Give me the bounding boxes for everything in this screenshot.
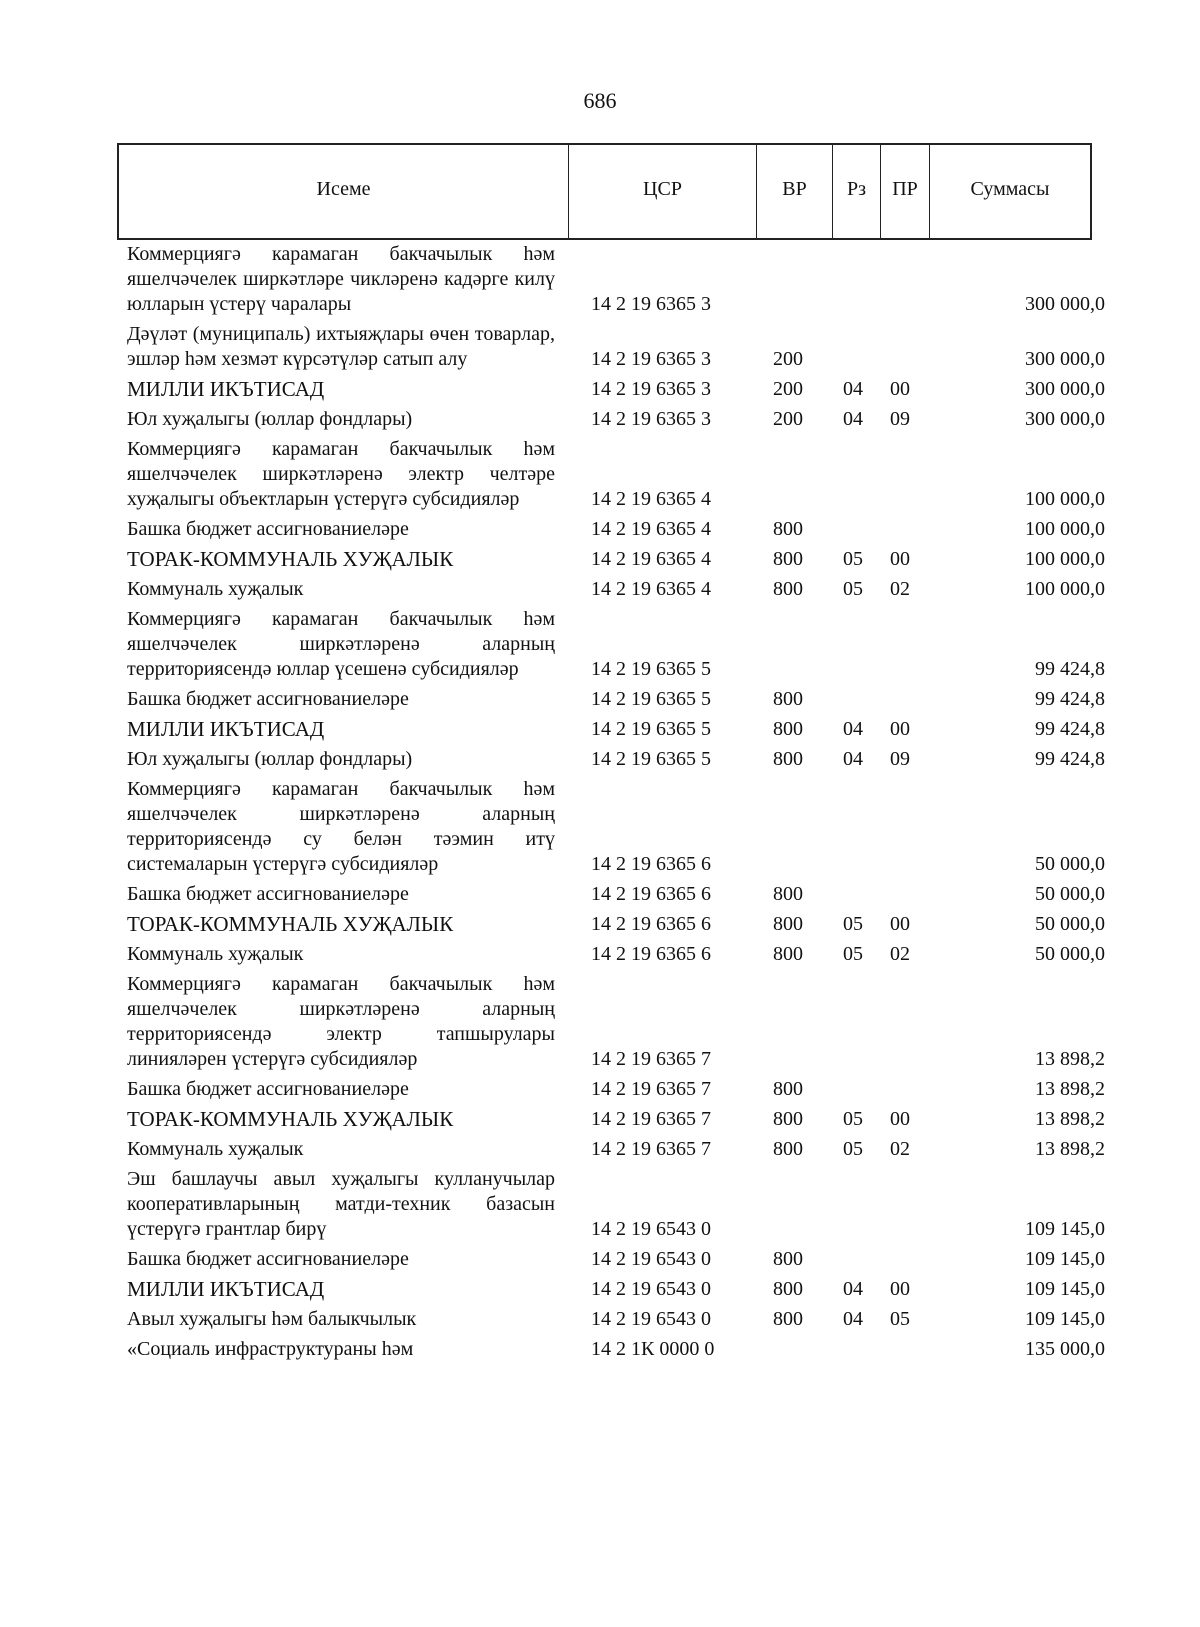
row-name: МИЛЛИ ИКЪТИСАД [127,377,325,401]
row-name: Дәүләт (муниципаль) ихтыяҗлары өчен товарлар, эшләр һәм хезмәт күрсәтүләр сатып алу [127,323,555,370]
row-sum: 13 898,2 [1035,1138,1105,1160]
row-rz: 04 [843,748,863,770]
row-csr: 14 2 19 6543 0 [591,1248,711,1270]
row-vr: 800 [773,1278,803,1300]
row-rz: 05 [843,943,863,965]
table-row [0,1167,1200,1242]
header-name: Исеме [119,145,569,238]
row-vr: 800 [773,913,803,935]
row-vr: 800 [773,548,803,570]
row-name: Башка бюджет ассигнованиеләре [127,518,409,540]
row-sum: 100 000,0 [1025,518,1105,540]
row-name: Авыл хуҗалыгы һәм балыкчылык [127,1308,417,1330]
row-csr: 14 2 19 6365 4 [591,578,711,600]
row-rz: 05 [843,913,863,935]
row-vr: 800 [773,943,803,965]
row-pr: 02 [890,943,910,965]
row-pr: 00 [890,718,910,740]
row-vr: 800 [773,883,803,905]
row-sum: 100 000,0 [1025,548,1105,570]
row-csr: 14 2 19 6365 3 [591,293,711,315]
row-csr: 14 2 19 6365 4 [591,488,711,510]
row-vr: 800 [773,1138,803,1160]
row-name: Коммуналь хуҗалык [127,578,304,600]
table-header [117,143,1092,240]
row-vr: 800 [773,518,803,540]
row-pr: 05 [890,1308,910,1330]
row-name: ТОРАК-КОММУНАЛЬ ХУҖАЛЫК [127,912,454,936]
page-number: 686 [583,88,617,113]
table-row [0,1077,1200,1102]
row-sum: 109 145,0 [1025,1218,1105,1240]
table-row [0,1277,1200,1302]
row-name: Коммерциягә карамаган бакчачылык һәм яшелчәчелек ширкәтләре чикләренә кадәрге килү юлларын үстерү чаралары [127,243,555,315]
row-sum: 50 000,0 [1035,913,1105,935]
row-name: Башка бюджет ассигнованиеләре [127,1248,409,1270]
table-row [0,972,1200,1072]
row-sum: 300 000,0 [1025,293,1105,315]
row-csr: 14 2 19 6365 7 [591,1108,711,1130]
row-sum: 109 145,0 [1025,1278,1105,1300]
row-csr: 14 2 19 6365 3 [591,348,711,370]
row-name: ТОРАК-КОММУНАЛЬ ХУҖАЛЫК [127,1107,454,1131]
row-pr: 00 [890,548,910,570]
row-name: Башка бюджет ассигнованиеләре [127,883,409,905]
row-rz: 04 [843,378,863,400]
row-csr: 14 2 19 6365 6 [591,943,711,965]
row-csr: 14 2 19 6365 5 [591,718,711,740]
row-vr: 800 [773,1248,803,1270]
row-pr: 02 [890,578,910,600]
row-rz: 05 [843,578,863,600]
row-rz: 05 [843,548,863,570]
row-csr: 14 2 19 6365 7 [591,1138,711,1160]
row-rz: 04 [843,1308,863,1330]
row-csr: 14 2 19 6365 6 [591,853,711,875]
row-sum: 99 424,8 [1035,658,1105,680]
row-sum: 50 000,0 [1035,883,1105,905]
row-sum: 109 145,0 [1025,1308,1105,1330]
row-csr: 14 2 19 6365 7 [591,1078,711,1100]
row-rz: 04 [843,718,863,740]
row-csr: 14 2 19 6365 3 [591,378,711,400]
table-row [0,912,1200,937]
table-row [0,1307,1200,1332]
row-sum: 100 000,0 [1025,488,1105,510]
row-name: ТОРАК-КОММУНАЛЬ ХУҖАЛЫК [127,547,454,571]
table-row [0,1337,1200,1362]
row-sum: 50 000,0 [1035,853,1105,875]
row-sum: 300 000,0 [1025,348,1105,370]
row-csr: 14 2 19 6543 0 [591,1308,711,1330]
row-name: Юл хуҗалыгы (юллар фондлары) [127,408,413,430]
row-pr: 00 [890,913,910,935]
row-name: Коммуналь хуҗалык [127,943,304,965]
row-name: МИЛЛИ ИКЪТИСАД [127,1277,325,1301]
header-csr: ЦСР [569,145,757,238]
row-csr: 14 2 19 6543 0 [591,1278,711,1300]
row-sum: 99 424,8 [1035,748,1105,770]
row-sum: 50 000,0 [1035,943,1105,965]
table-row [0,1247,1200,1272]
row-pr: 00 [890,378,910,400]
row-csr: 14 2 19 6365 6 [591,883,711,905]
row-sum: 135 000,0 [1025,1338,1105,1360]
row-pr: 00 [890,1278,910,1300]
row-csr: 14 2 19 6365 4 [591,518,711,540]
row-vr: 800 [773,1108,803,1130]
table-row [0,942,1200,967]
table-row [0,1137,1200,1162]
row-vr: 800 [773,1078,803,1100]
row-sum: 99 424,8 [1035,688,1105,710]
row-csr: 14 2 19 6365 5 [591,688,711,710]
row-name: Башка бюджет ассигнованиеләре [127,1078,409,1100]
row-name: Коммерциягә карамаган бакчачылык һәм яшелчәчелек ширкәтләренә аларның территориясендә юллар үсешенә субсидияләр [127,608,555,680]
row-csr: 14 2 19 6365 3 [591,408,711,430]
table-row [0,777,1200,877]
table-row [0,607,1200,682]
row-vr: 800 [773,1308,803,1330]
row-vr: 800 [773,718,803,740]
table-row [0,747,1200,772]
table-body [0,242,1200,1367]
row-vr: 800 [773,688,803,710]
row-rz: 05 [843,1108,863,1130]
row-sum: 99 424,8 [1035,718,1105,740]
row-vr: 200 [773,348,803,370]
row-rz: 04 [843,1278,863,1300]
row-name: «Социаль инфраструктураны һәм [127,1338,414,1360]
row-name: Юл хуҗалыгы (юллар фондлары) [127,748,413,770]
table-row [0,407,1200,432]
row-sum: 13 898,2 [1035,1078,1105,1100]
table-row [0,322,1200,372]
table-row [0,242,1200,317]
row-sum: 100 000,0 [1025,578,1105,600]
header-rz: Рз [833,145,881,238]
table-row [0,547,1200,572]
header-vr: ВР [757,145,833,238]
row-csr: 14 2 19 6365 5 [591,658,711,680]
table-row [0,517,1200,542]
table-row [0,377,1200,402]
row-pr: 02 [890,1138,910,1160]
row-sum: 300 000,0 [1025,408,1105,430]
row-csr: 14 2 19 6365 5 [591,748,711,770]
table-row [0,1107,1200,1132]
row-name: МИЛЛИ ИКЪТИСАД [127,717,325,741]
row-name: Коммуналь хуҗалык [127,1138,304,1160]
table-row [0,577,1200,602]
row-name: Эш башлаучы авыл хуҗалыгы кулланучылар кооперативларының матди-техник базасын үстерүгә грантлар бирү [127,1168,555,1240]
table-row [0,687,1200,712]
row-name: Коммерциягә карамаган бакчачылык һәм яшелчәчелек ширкәтләренә аларның территориясендә су белән тәэмин итү системаларын үстерүгә субсидияләр [127,778,555,875]
table-row [0,717,1200,742]
row-name: Коммерциягә карамаган бакчачылык һәм яшелчәчелек ширкәтләренә аларның территориясендә электр тапшырулары линияләрен үстерүгә субсидияләр [127,973,555,1070]
row-name: Башка бюджет ассигнованиеләре [127,688,409,710]
header-pr: ПР [881,145,930,238]
row-rz: 04 [843,408,863,430]
row-csr: 14 2 19 6365 6 [591,913,711,935]
row-pr: 09 [890,748,910,770]
row-csr: 14 2 19 6543 0 [591,1218,711,1240]
row-vr: 200 [773,408,803,430]
row-pr: 00 [890,1108,910,1130]
row-sum: 13 898,2 [1035,1108,1105,1130]
row-csr: 14 2 19 6365 7 [591,1048,711,1070]
header-sum: Суммасы [970,178,1050,200]
row-rz: 05 [843,1138,863,1160]
table-row [0,882,1200,907]
row-csr: 14 2 1К 0000 0 [591,1338,715,1360]
row-vr: 800 [773,578,803,600]
table-row [0,437,1200,512]
row-vr: 200 [773,378,803,400]
row-csr: 14 2 19 6365 4 [591,548,711,570]
row-sum: 109 145,0 [1025,1248,1105,1270]
row-sum: 300 000,0 [1025,378,1105,400]
row-vr: 800 [773,748,803,770]
row-sum: 13 898,2 [1035,1048,1105,1070]
row-name: Коммерциягә карамаган бакчачылык һәм яшелчәчелек ширкәтләренә электр челтәре хуҗалыгы объектларын үстерүгә субсидияләр [127,438,555,510]
row-pr: 09 [890,408,910,430]
